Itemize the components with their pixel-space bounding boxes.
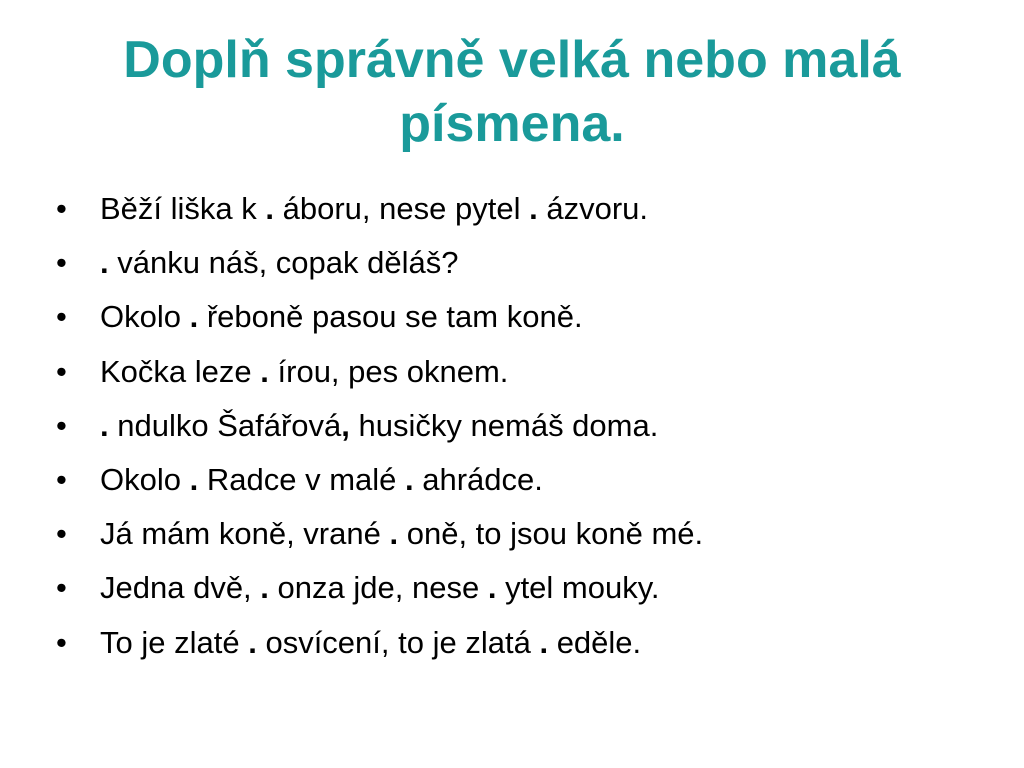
sentence-text: ázvoru. [546,191,649,226]
letter-gap: . [405,461,414,497]
bullet-icon: • [56,245,67,281]
sentence-text: oně, to jsou koně mé. [406,516,704,552]
letter-gap: . [260,353,269,389]
sentence-text: To je zlaté [100,624,249,660]
sentence-text: řeboně pasou se tam koně. [206,299,583,335]
slide-title [40,28,984,156]
letter-gap: . [100,407,109,443]
sentence-text: Kočka leze [100,353,261,389]
list-item [56,616,996,670]
list-item [56,453,996,507]
list-item [56,236,996,290]
sentence-text: ytel mouky. [505,570,660,606]
exercise-list [56,182,996,670]
letter-gap: . [389,516,399,552]
bullet-icon: • [56,353,67,389]
letter-gap: . [487,570,497,606]
list-item [56,290,996,344]
sentence-text: Radce v malé [206,461,405,497]
bullet-icon: • [56,570,67,606]
bullet-icon: • [56,299,67,335]
sentence-text: írou, pes oknem. [277,353,509,389]
sentence-text: husičky nemáš doma. [358,407,659,443]
sentence-text: Okolo [100,299,190,335]
letter-gap: . [189,299,199,335]
list-item [56,345,996,399]
sentence-text: áboru, nese pytel [282,191,530,226]
sentence-text: Jedna dvě, [100,570,261,606]
bullet-icon: • [56,516,67,552]
letter-gap: . [265,191,275,226]
sentence-text: Běží liška k [100,191,266,226]
letter-gap: . [100,245,109,281]
sentence-text: vánku náš, copak děláš? [117,245,459,281]
letter-gap: . [260,570,269,606]
bullet-icon: • [56,191,67,226]
list-item [56,182,996,236]
bullet-icon: • [56,624,67,660]
comma-mark: , [341,407,350,443]
letter-gap: . [189,461,199,497]
slide-title-line-1: Doplň správně velká nebo malá [123,31,901,89]
sentence-text: osvícení, to je zlatá [265,624,540,660]
sentence-text: eděle. [556,624,642,660]
list-item [56,507,996,561]
sentence-text: ahrádce. [422,461,543,497]
bullet-icon: • [56,461,67,497]
sentence-text: Okolo [100,461,190,497]
list-item [56,561,996,615]
letter-gap: . [529,191,538,226]
letter-gap: . [539,624,549,660]
sentence-text: onza jde, nese [277,570,488,606]
slide-title-line-2: písmena. [399,95,625,153]
bullet-icon: • [56,407,67,443]
letter-gap: . [248,624,257,660]
sentence-text: Já mám koně, vrané [100,516,390,552]
list-item [56,399,996,453]
sentence-text: ndulko Šafářová [117,407,342,443]
